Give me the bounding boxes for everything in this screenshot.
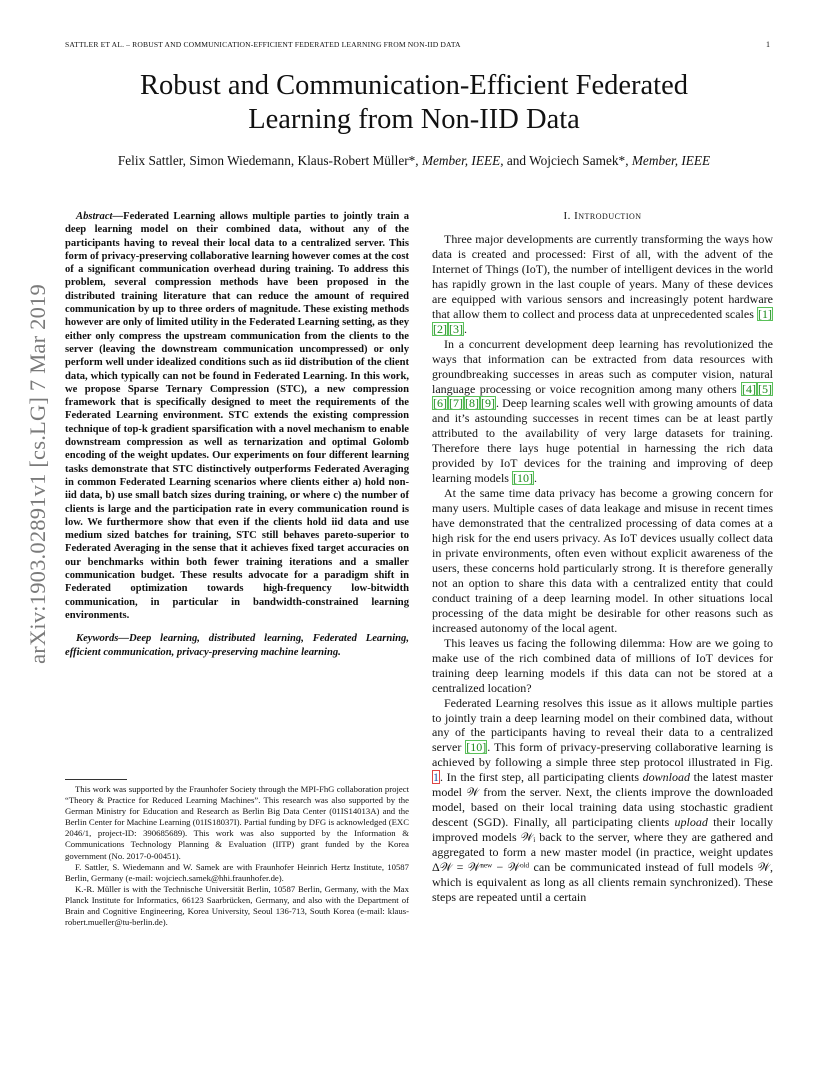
text-run: Federated Learning resolves this issue as it allows multiple parties to jointly train a deep learning model on their combined data, without any of the participants having to reveal their data to a centralized server bbox=[432, 695, 773, 755]
footnote-affiliation-hhi: F. Sattler, S. Wiedemann and W. Samek are with Fraunhofer Heinrich Hertz Institute, 10587 Berlin, Germany (e-mail: wojciech.samek@hhi.fraunhofer.de). bbox=[65, 861, 409, 883]
paper-title bbox=[60, 69, 768, 137]
authors-part-1: Felix Sattler, Simon Wiedemann, Klaus-Robert Müller*, bbox=[117, 153, 422, 168]
footnote-funding: This work was supported by the Fraunhofer Society through the MPI-FhG collaboration project “Theory & Practice for Reduced Learning Machines”. This research was also supported by the German Ministry for Education and Research as Berlin Big Data Center (01IS14013A) and the Berlin Center for Machine Learning (01IS18037I). Partial funding by DFG is acknowledged (EXC 2046/1, project-ID: 390685689). This work was also supported by the Information & Communications Technology Planning & Evaluation (IITP) grant funded by the Korea government (No. 2017-0-00451). bbox=[65, 784, 409, 861]
paragraph: At the same time data privacy has become a growing concern for many users. Multiple cases of data leakage and misuse in recent times have demonstrated that the centralized processing of data comes at a high risk for the end users privacy. As IoT devices usually collect data in private environments, often even without explicit awareness of the users, these concerns hold particularly strong. It is therefore generally not an option to share this data with a centralized entity that could conduct training of a deep learning model. In other situations local processing of the data might be desirable for other reasons such as increased autonomy of the local agent. bbox=[432, 486, 773, 635]
abstract bbox=[65, 210, 409, 622]
footnote-affiliation-tub: K.-R. Müller is with the Technische Universität Berlin, 10587 Berlin, Germany, with the Max Planck Institute for Informatics, 66123 Saarbrücken, Germany, and also with the Department of Brain and Cognitive Engineering, Korea University, Seoul 136-713, South Korea (e-mail: klaus-robert.mueller@tu-berlin.de). bbox=[65, 883, 409, 928]
member-designation-1: Member, IEEE bbox=[421, 153, 501, 168]
footnotes bbox=[65, 784, 409, 928]
abstract-label: Abstract bbox=[76, 211, 113, 222]
citation-link[interactable]: [2] bbox=[433, 321, 447, 336]
paragraph bbox=[432, 696, 773, 905]
text-run: In a concurrent development deep learning has revolutionized the ways that information can be extracted from data resources with groundbreaking successes in areas such as computer vision, natural language processing or voice recognition among many others bbox=[432, 336, 773, 396]
left-column bbox=[65, 210, 409, 659]
text-run: . This form of privacy-preserving collaborative learning is achieved by following a simple three step protocol illustrated in Fig. bbox=[432, 740, 773, 770]
paragraph bbox=[432, 337, 773, 487]
right-column bbox=[432, 210, 773, 905]
text-run: . In the first step, all participating clients bbox=[440, 770, 643, 785]
text-run: . bbox=[533, 471, 537, 486]
figure-link[interactable]: 1 bbox=[433, 770, 439, 785]
authors-part-2: , and Wojciech Samek*, bbox=[500, 153, 632, 168]
citation-link[interactable]: [7] bbox=[449, 396, 463, 411]
citation-link[interactable]: [3] bbox=[449, 321, 463, 336]
author-list bbox=[60, 153, 768, 169]
section-heading: I. Introduction bbox=[563, 210, 642, 222]
citation-link[interactable]: [6] bbox=[433, 396, 447, 411]
introduction-body bbox=[432, 232, 773, 905]
keywords bbox=[65, 632, 409, 659]
text-run: Three major developments are currently transforming the ways how data is created and processed: First of all, with the advent of the Internet of Things (IoT), the number of intelligent devices in the world has rapidly grown in the last couple of years. Many of these devices are equipped with various sensors and increasingly potent hardware that allow them to collect and process data at unprecedented scales bbox=[432, 232, 773, 321]
math-symbol: 𝒲 bbox=[466, 785, 479, 800]
arxiv-stamp bbox=[25, 284, 50, 664]
citation-link[interactable]: [8] bbox=[465, 396, 479, 411]
footnote-rule bbox=[65, 779, 127, 780]
abstract-text: —Federated Learning allows multiple parties to jointly train a deep learning model on their combined data, without any of the participants having to reveal their local data to a centralized server. This form of privacy-preserving collaborative learning however comes at the cost of a significant communication overhead during training. To address this problem, several compression methods have been proposed in the distributed training literature that can reduce the amount of required communication by up to three orders of magnitude. These existing methods however are only of limited utility in the Federated Learning setting, as they either only compress the upstream communication from the clients to the server (leaving the downstream communication uncompressed) or only perform well under idealized conditions such as iid distribution of the client data, which typically can not be found in Federated Learning. In this work, we propose Sparse Ternary Compression (STC), a new compression framework that is specifically designed to meet the requirements of the Federated Learning environment. STC extends the existing compression technique of top-k gradient sparsification with a novel mechanism to enable downstream compression as well as ternarization and optimal Golomb encoding of the weight updates. Our experiments on four different learning tasks demonstrate that STC distinctively outperforms Federated Averaging in common Federated Learning scenarios where clients either a) hold non-iid data, b) use small batch sizes during training, or where c) the number of clients is large and the participation rate in every communication round is low. We furthermore show that even if the clients hold iid data and use medium sized batches for training, STC still behaves pareto-superior to Federated Averaging in the sense that it achieves fixed target accuracies on our benchmarks within both fewer training iterations and a smaller communication budget. These results advocate for a paradigm shift in Federated optimization towards high-frequency low-bitwidth communication, in particular in bandwidth-constrained learning environments. bbox=[65, 211, 409, 621]
text-run: back to the server, where they are gathered and aggregated to form a new master model (in practice, weight updates bbox=[432, 830, 773, 860]
citation-link[interactable]: [10] bbox=[512, 471, 533, 486]
title-line-1: Robust and Communication-Efficient Federated bbox=[140, 70, 688, 101]
math-symbol: 𝒲 bbox=[757, 860, 770, 875]
citation-link[interactable]: [4] bbox=[742, 381, 756, 396]
keywords-label: Keywords bbox=[76, 633, 119, 645]
math-symbol: 𝒲ᵢ bbox=[520, 830, 536, 845]
text-run: can be communicated instead of full models bbox=[529, 860, 758, 875]
text-run: . Deep learning scales well with growing amounts of data and it’s astounding successes in recent times can be at least partly attributed to the availability of very large datasets for training. Therefore there lays huge potential in harnessing the rich data provided by IoT devices for the training and improving of deep learning models bbox=[432, 396, 773, 486]
paragraph: This leaves us facing the following dilemma: How are we going to make use of the rich combined data of millions of IoT devices for training deep learning models if this data can not be stored at a centralized location? bbox=[432, 635, 773, 695]
arxiv-stamp-text: arXiv:1903.02891v1 [cs.LG] 7 Mar 2019 bbox=[25, 284, 50, 664]
text-run: the latest master model bbox=[432, 770, 773, 800]
keywords-text: —Deep learning, distributed learning, Federated Learning, efficient communication, privacy-preserving machine learning. bbox=[65, 633, 409, 658]
text-run: from the server. Next, the clients improve the downloaded model, based on their local training data using stochastic gradient descent (SGD). Finally, all participating clients bbox=[432, 785, 773, 830]
citation-link[interactable]: [10] bbox=[466, 740, 487, 755]
math-formula: Δ𝒲 = 𝒲ⁿᵉʷ − 𝒲ᵒˡᵈ bbox=[432, 860, 530, 875]
paragraph bbox=[432, 232, 773, 337]
citation-link[interactable]: [9] bbox=[481, 396, 495, 411]
citation-link[interactable]: [1] bbox=[758, 306, 772, 321]
citation-link[interactable]: [5] bbox=[758, 381, 772, 396]
text-run: . bbox=[464, 321, 467, 336]
page-number: 1 bbox=[766, 40, 770, 49]
member-designation-2: Member, IEEE bbox=[631, 153, 711, 168]
running-header: SATTLER ET AL. – ROBUST AND COMMUNICATION-EFFICIENT FEDERATED LEARNING FROM NON-IID DATA bbox=[65, 40, 461, 49]
text-run: their locally improved models bbox=[432, 815, 773, 845]
emphasis: upload bbox=[674, 815, 708, 830]
title-line-2: Learning from Non-IID Data bbox=[248, 104, 580, 135]
emphasis: download bbox=[642, 770, 690, 785]
text-run: , which is equivalent as long as all clients remain synchronized). These steps are repeated until a certain bbox=[432, 860, 773, 904]
